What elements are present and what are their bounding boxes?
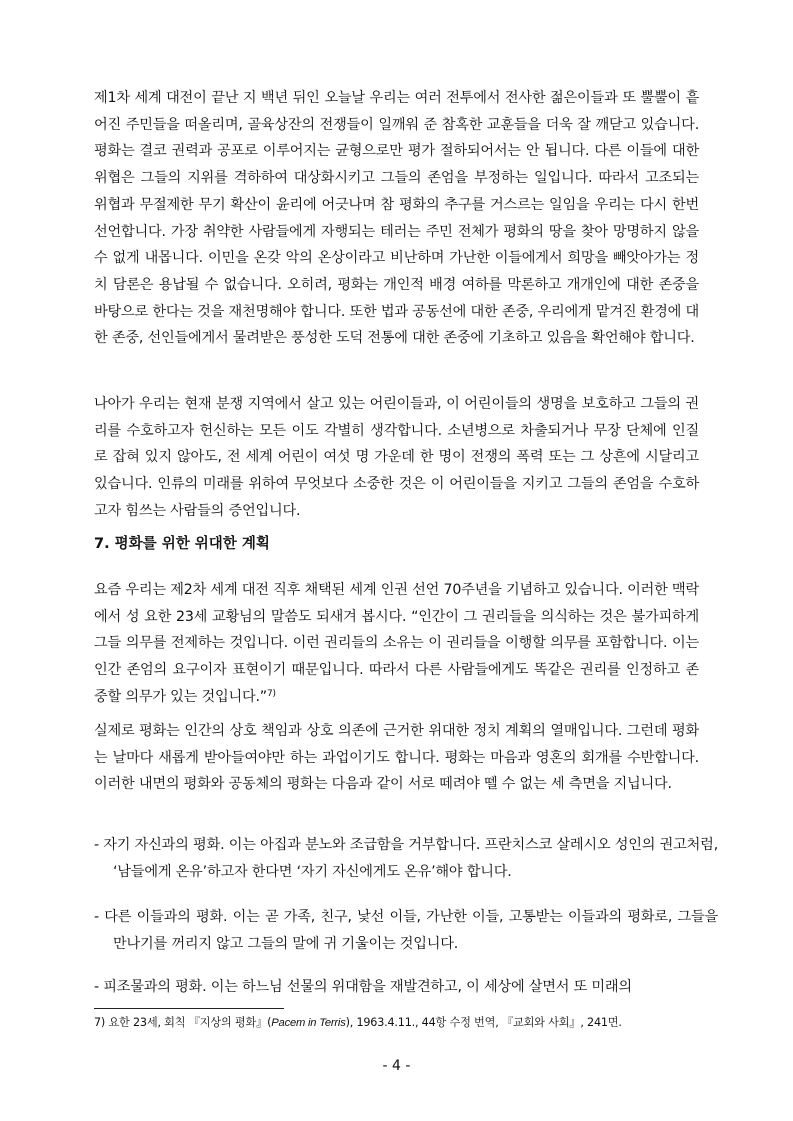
footnote-divider — [94, 1008, 284, 1009]
paragraph-3 — [94, 577, 699, 711]
footnote-reference[interactable]: 7) — [266, 688, 276, 699]
list-item: - 피조물과의 평화. 이는 하느님 선물의 위대함을 재발견하고, 이 세상에 살면서 또 미래의 — [94, 979, 632, 995]
footnote-text-after: ), 1963.4.11., 44항 수정 번역, 『교회와 사회』, 241면. — [345, 1016, 622, 1029]
paragraph-1: 제1차 세계 대전이 끝난 지 백년 뒤인 오늘날 우리는 여러 전투에서 전사한 젊은이들과 또 뿔뿔이 흩어진 주민들을 떠올리며, 골육상잔의 전쟁들이 일깨워 준 참혹한 교훈들을 더욱 잘 깨닫고 있습니다. 평화는 결코 권력과 공포로 이루어지는 균형으로만 평가 절하되어서는 안 됩니다. 다른 이들에 대한 위협은 그들의 지위를 격하하여 대상화시키고 그들의 존엄을 부정하는 일입니다. 따라서 고조되는 위협과 무절제한 무기 확산이 윤리에 어긋나며 참 평화의 추구를 거스르는 일임을 우리는 다시 한번 선언합니다. 가장 취약한 사람들에게 자행되는 테러는 주민 전체가 평화의 땅을 찾아 망명하지 않을 수 없게 내몹니다. 이민을 온갖 악의 온상이라고 비난하며 가난한 이들에게서 희망을 빼앗아가는 정치 담론은 용납될 수 없습니다. 오히려, 평화는 개인적 배경 여하를 막론하고 개개인에 대한 존중을 바탕으로 한다는 것을 재천명해야 합니다. 또한 법과 공동선에 대한 존중, 우리에게 맡겨진 환경에 대한 존중, 선인들에게서 물려받은 풍성한 도덕 전통에 대한 존중에 기초하고 있음을 확언해야 합니다. — [94, 90, 699, 347]
footnote-text-before: 7) 요한 23세, 회칙 『지상의 평화』( — [94, 1016, 272, 1029]
page-number: - 4 - — [382, 1058, 411, 1074]
footnote-latin-title: Pacem in Terris — [271, 1017, 346, 1029]
footnote — [94, 1014, 704, 1032]
section-heading: 7. 평화를 위한 위대한 계획 — [94, 536, 270, 552]
paragraph-3-text: 요즘 우리는 제2차 세계 대전 직후 채택된 세계 인권 선언 70주년을 기념하고 있습니다. 이러한 맥락에서 성 요한 23세 교황님의 말씀도 되새겨 봅시다. “인간이 그 권리들을 의식하는 것은 불가피하게 그들 의무를 전제하는 것입니다. 이런 권리들의 소유는 이 권리들을 이행할 의무를 포함합니다. 이는 인간 존엄의 요구이자 표현이기 때문입니다. 따라서 다른 사람들에게도 똑같은 권리를 인정하고 존중할 의무가 있는 것입니다.” — [94, 582, 699, 705]
list-item: - 다른 이들과의 평화. 이는 곧 가족, 친구, 낯선 이들, 가난한 이들, 고통받는 이들과의 평화로, 그들을 만나기를 꺼리지 않고 그들의 말에 귀 기울이는 것입니다. — [94, 909, 718, 952]
list-item: - 자기 자신과의 평화. 이는 아집과 분노와 조급함을 거부합니다. 프란치스코 살레시오 성인의 권고처럼, ‘남들에게 온유’하고자 한다면 ‘자기 자신에게도 온유’해야 합니다. — [94, 837, 718, 880]
paragraph-4: 실제로 평화는 인간의 상호 책임과 상호 의존에 근거한 위대한 정치 계획의 열매입니다. 그런데 평화는 날마다 새롭게 받아들여야만 하는 과업이기도 합니다. 평화는 마음과 영혼의 회개를 수반합니다. 이러한 내면의 평화와 공동체의 평화는 다음과 같이 서로 떼려야 뗄 수 없는 세 측면을 지닙니다. — [94, 723, 699, 793]
paragraph-2: 나아가 우리는 현재 분쟁 지역에서 살고 있는 어린이들과, 이 어린이들의 생명을 보호하고 그들의 권리를 수호하고자 헌신하는 모든 이도 각별히 생각합니다. 소년병으로 차출되거나 무장 단체에 인질로 잡혀 있지 않아도, 전 세계 어린이 여섯 명 가운데 한 명이 전쟁의 폭력 또는 그 상흔에 시달리고 있습니다. 인류의 미래를 위하여 무엇보다 소중한 것은 이 어린이들을 지키고 그들의 존엄을 수호하고자 힘쓰는 사람들의 증언입니다. — [94, 396, 699, 519]
